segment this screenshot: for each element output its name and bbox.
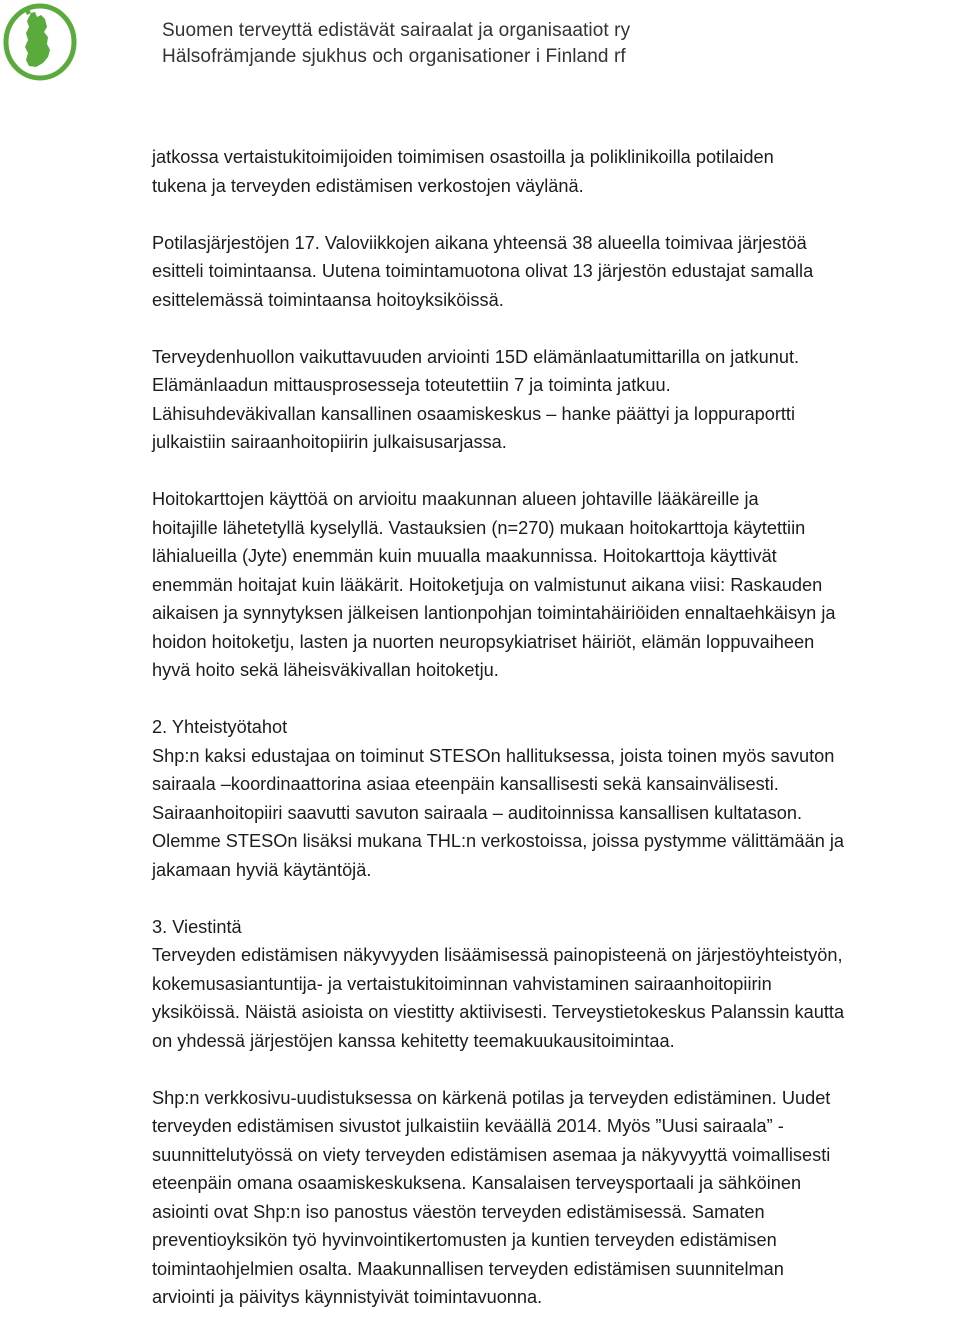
text-line: jatkossa vertaistukitoimijoiden toimimisen osastoilla ja poliklinikoilla potilaiden xyxy=(152,147,774,167)
paragraph xyxy=(152,913,960,1056)
text-line: Elämänlaadun mittausprosesseja toteutettiin 7 ja toiminta jatkuu. xyxy=(152,375,671,395)
text-line: asiointi ovat Shp:n iso panostus väestön terveyden edistämisessä. Samaten xyxy=(152,1201,765,1222)
section-heading: 2. Yhteistyötahot xyxy=(152,717,288,737)
text-line: sairaala –koordinaattorina asiaa eteenpäin kansallisesti sekä kansainvälisesti. xyxy=(152,774,779,794)
text-line: arviointi ja päivitys käynnistyivät toimintavuonna. xyxy=(152,1287,543,1307)
text-line: suunnittelutyössä on viety terveyden edistämisen asemaa ja näkyvyyttä voimallisesti xyxy=(152,1144,831,1165)
text-line: on yhdessä järjestöjen kanssa kehitetty teemakuukausitoimintaa. xyxy=(152,1030,675,1051)
text-line: toimintaohjelmien osalta. Maakunnallisen terveyden edistämisen suunnitelman xyxy=(152,1258,784,1279)
text-line: kokemusasiantuntija- ja vertaistukitoiminnan vahvistaminen sairaanhoitopiirin xyxy=(152,973,772,994)
finland-map-logo-icon xyxy=(3,3,77,81)
text-line: preventioyksikön työ hyvinvointikertomusten ja kuntien terveyden edistämisen xyxy=(152,1230,777,1250)
document-body xyxy=(152,143,960,1340)
page-header xyxy=(0,0,960,90)
text-line: tukena ja terveyden edistämisen verkostojen väylänä. xyxy=(152,175,584,196)
text-line: Lähisuhdeväkivallan kansallinen osaamiskeskus – hanke päättyi ja loppuraportti xyxy=(152,403,796,424)
org-name-swedish: Hälsofrämjande sjukhus och organisationer i Finland rf xyxy=(162,46,626,67)
section-heading: 3. Viestintä xyxy=(152,916,242,937)
paragraph xyxy=(152,713,960,884)
text-line: esitteli toimintaansa. Uutena toimintamuotona olivat 13 järjestön edustajat samalla xyxy=(152,261,814,281)
text-line: hoidon hoitoketju, lasten ja nuorten neuropsykiatriset häiriöt, elämän loppuvaiheen xyxy=(152,631,815,652)
text-line: Terveydenhuollon vaikuttavuuden arviointi 15D elämänlaatumittarilla on jatkunut. xyxy=(152,346,800,367)
paragraph xyxy=(152,143,960,200)
text-line: Shp:n verkkosivu-uudistuksessa on kärkenä potilas ja terveyden edistäminen. Uudet xyxy=(152,1087,831,1108)
text-line: Sairaanhoitopiiri saavutti savuton sairaala – auditoinnissa kansallisen kultatason. xyxy=(152,802,803,823)
text-line: hoitajille lähetetyllä kyselyllä. Vastauksien (n=270) mukaan hoitokarttoja käytettiin xyxy=(152,517,806,538)
paragraph xyxy=(152,229,960,315)
org-name-finnish: Suomen terveyttä edistävät sairaalat ja organisaatiot ry xyxy=(162,20,631,41)
text-line: enemmän hoitajat kuin lääkärit. Hoitoketjuja on valmistunut aikana viisi: Raskauden xyxy=(152,574,823,595)
text-line: lähialueilla (Jyte) enemmän kuin muualla maakunnissa. Hoitokarttoja käyttivät xyxy=(152,546,777,566)
text-line: jakamaan hyviä käytäntöjä. xyxy=(152,859,372,880)
paragraph xyxy=(152,1084,960,1312)
text-line: yksiköissä. Näistä asioista on viestitty aktiivisesti. Terveystietokeskus Palanssin kautta xyxy=(152,1002,845,1022)
text-line: Olemme STESOn lisäksi mukana THL:n verkostoissa, joissa pystymme välittämään ja xyxy=(152,831,845,851)
text-line: Shp:n kaksi edustajaa on toiminut STESOn hallituksessa, joista toinen myös savuton xyxy=(152,745,835,766)
text-line: julkaistiin sairaanhoitopiirin julkaisusarjassa. xyxy=(152,432,507,452)
paragraph xyxy=(152,485,960,685)
text-line: Terveyden edistämisen näkyvyyden lisäämisessä painopisteenä on järjestöyhteistyön, xyxy=(152,945,843,965)
paragraph xyxy=(152,343,960,457)
text-line: esittelemässä toimintaansa hoitoyksiköissä. xyxy=(152,289,504,310)
text-line: terveyden edistämisen sivustot julkaistiin keväällä 2014. Myös ”Uusi sairaala” - xyxy=(152,1116,784,1136)
text-line: hyvä hoito sekä läheisväkivallan hoitoketju. xyxy=(152,660,499,680)
text-line: Potilasjärjestöjen 17. Valoviikkojen aikana yhteensä 38 alueella toimivaa järjestöä xyxy=(152,232,807,253)
text-line: Hoitokarttojen käyttöä on arvioitu maakunnan alueen johtaville lääkäreille ja xyxy=(152,489,759,509)
text-line: aikaisen ja synnytyksen jälkeisen lantionpohjan toimintahäiriöiden ennaltaehkäisyn ja xyxy=(152,603,836,623)
text-line: eteenpäin omana osaamiskeskuksena. Kansalaisen terveysportaali ja sähköinen xyxy=(152,1173,802,1193)
organization-name xyxy=(162,18,630,70)
